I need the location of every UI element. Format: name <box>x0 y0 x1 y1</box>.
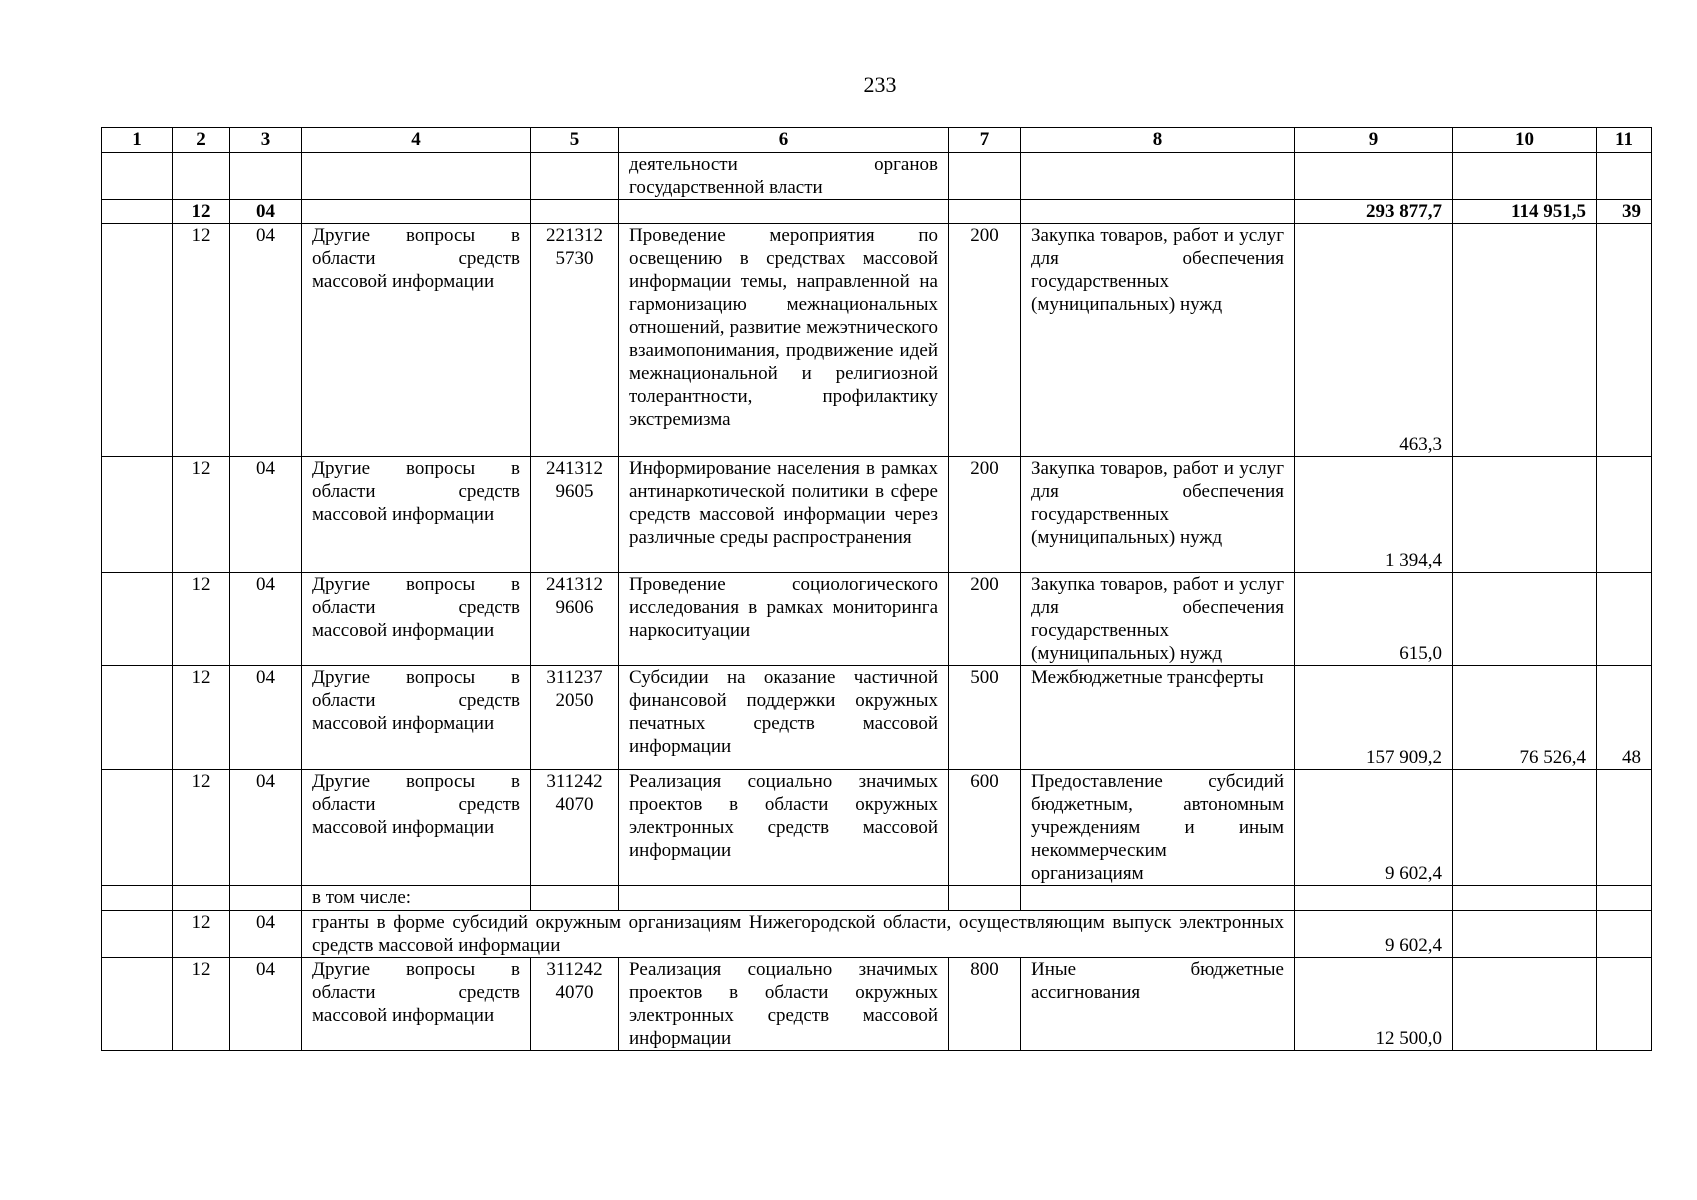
column-number: 10 <box>1453 128 1597 153</box>
expense-type-cell: 200 <box>949 573 1021 666</box>
table-row <box>102 666 1652 770</box>
subsection-cell: 04 <box>230 666 302 770</box>
expense-name-cell: Закупка товаров, работ и услуг для обеспечения государственных (муниципальных) нужд <box>1021 224 1295 457</box>
page-number: 233 <box>863 72 897 97</box>
table-row <box>102 573 1652 666</box>
purpose-cell: Реализация социально значимых проектов в области окружных электронных средств массовой информации <box>619 958 949 1051</box>
target-code-cell: 311237 2050 <box>531 666 619 770</box>
purpose-cell: Информирование населения в рамках антинаркотической политики в сфере средств массовой информации через различные среды распространения <box>619 457 949 573</box>
section-cell: 12 <box>173 457 230 573</box>
section-cell: 12 <box>173 770 230 886</box>
total-row <box>102 200 1652 224</box>
expense-name-cell: Межбюджетные трансферты <box>1021 666 1295 770</box>
target-code-cell: 311242 4070 <box>531 958 619 1051</box>
grant-row <box>102 911 1652 958</box>
category-cell: Другие вопросы в области средств массовой информации <box>302 224 531 457</box>
section-cell: 12 <box>173 573 230 666</box>
subsection-cell: 04 <box>230 573 302 666</box>
budget-table <box>101 127 1652 1051</box>
expense-name-cell: Закупка товаров, работ и услуг для обеспечения государственных (муниципальных) нужд <box>1021 457 1295 573</box>
expense-type-cell: 800 <box>949 958 1021 1051</box>
amount-cell <box>1453 770 1597 886</box>
subsection-cell: 04 <box>230 911 302 958</box>
column-number: 11 <box>1597 128 1652 153</box>
target-code-cell: 241312 9606 <box>531 573 619 666</box>
section-cell: 12 <box>173 666 230 770</box>
including-row <box>102 886 1652 911</box>
amount-cell: 48 <box>1597 666 1652 770</box>
table-row <box>102 770 1652 886</box>
purpose-cell: Проведение социологического исследования в рамках мониторинга наркоситуации <box>619 573 949 666</box>
amount-cell: 12 500,0 <box>1295 958 1453 1051</box>
table-row <box>102 457 1652 573</box>
column-number: 3 <box>230 128 302 153</box>
column-number: 9 <box>1295 128 1453 153</box>
section-cell: 12 <box>173 224 230 457</box>
amount-cell: 9 602,4 <box>1295 911 1453 958</box>
category-cell: Другие вопросы в области средств массовой информации <box>302 573 531 666</box>
amount-cell: 615,0 <box>1295 573 1453 666</box>
category-cell: Другие вопросы в области средств массовой информации <box>302 770 531 886</box>
amount-cell: 463,3 <box>1295 224 1453 457</box>
section-cell: 12 <box>173 200 230 224</box>
section-cell: 12 <box>173 911 230 958</box>
column-number: 5 <box>531 128 619 153</box>
column-number: 1 <box>102 128 173 153</box>
expense-type-cell: 600 <box>949 770 1021 886</box>
column-number: 2 <box>173 128 230 153</box>
amount-cell <box>1597 224 1652 457</box>
target-code-cell: 221312 5730 <box>531 224 619 457</box>
column-number-row <box>102 128 1652 153</box>
expense-name-cell: Иные бюджетные ассигнования <box>1021 958 1295 1051</box>
purpose-cell: деятельности органов государственной власти <box>619 153 949 200</box>
subsection-cell: 04 <box>230 457 302 573</box>
amount-cell: 1 394,4 <box>1295 457 1453 573</box>
target-code-cell: 311242 4070 <box>531 770 619 886</box>
amount-cell: 114 951,5 <box>1453 200 1597 224</box>
section-cell: 12 <box>173 958 230 1051</box>
subsection-cell: 04 <box>230 770 302 886</box>
amount-cell: 157 909,2 <box>1295 666 1453 770</box>
purpose-cell: Реализация социально значимых проектов в области окружных электронных средств массовой информации <box>619 770 949 886</box>
column-number: 8 <box>1021 128 1295 153</box>
table-row <box>102 958 1652 1051</box>
amount-cell <box>1453 573 1597 666</box>
target-code-cell: 241312 9605 <box>531 457 619 573</box>
amount-cell <box>1453 224 1597 457</box>
amount-cell <box>1597 770 1652 886</box>
category-cell: Другие вопросы в области средств массовой информации <box>302 457 531 573</box>
category-cell: Другие вопросы в области средств массовой информации <box>302 958 531 1051</box>
subsection-cell: 04 <box>230 200 302 224</box>
purpose-cell: Проведение мероприятия по освещению в средствах массовой информации темы, направленной на гармонизацию межнациональных отношений, развитие межэтнического взаимопонимания, продвижение идей межнациональной и религиозной толерантности, профилактику экстремизма <box>619 224 949 457</box>
grant-description: гранты в форме субсидий окружным организациям Нижегородской области, осуществляющим выпуск электронных средств массовой информации <box>302 911 1295 958</box>
amount-cell: 9 602,4 <box>1295 770 1453 886</box>
continuation-row <box>102 153 1652 200</box>
table-row <box>102 224 1652 457</box>
amount-cell: 293 877,7 <box>1295 200 1453 224</box>
expense-type-cell: 500 <box>949 666 1021 770</box>
amount-cell <box>1597 457 1652 573</box>
expense-type-cell: 200 <box>949 457 1021 573</box>
column-number: 7 <box>949 128 1021 153</box>
amount-cell <box>1453 457 1597 573</box>
subsection-cell: 04 <box>230 224 302 457</box>
amount-cell: 39 <box>1597 200 1652 224</box>
purpose-cell: Субсидии на оказание частичной финансовой поддержки окружных печатных средств массовой информации <box>619 666 949 770</box>
column-number: 6 <box>619 128 949 153</box>
expense-name-cell: Закупка товаров, работ и услуг для обеспечения государственных (муниципальных) нужд <box>1021 573 1295 666</box>
expense-type-cell: 200 <box>949 224 1021 457</box>
column-number: 4 <box>302 128 531 153</box>
including-label: в том числе: <box>302 886 531 911</box>
subsection-cell: 04 <box>230 958 302 1051</box>
category-cell: Другие вопросы в области средств массовой информации <box>302 666 531 770</box>
amount-cell: 76 526,4 <box>1453 666 1597 770</box>
amount-cell <box>1597 573 1652 666</box>
expense-name-cell: Предоставление субсидий бюджетным, автономным учреждениям и иным некоммерческим организациям <box>1021 770 1295 886</box>
